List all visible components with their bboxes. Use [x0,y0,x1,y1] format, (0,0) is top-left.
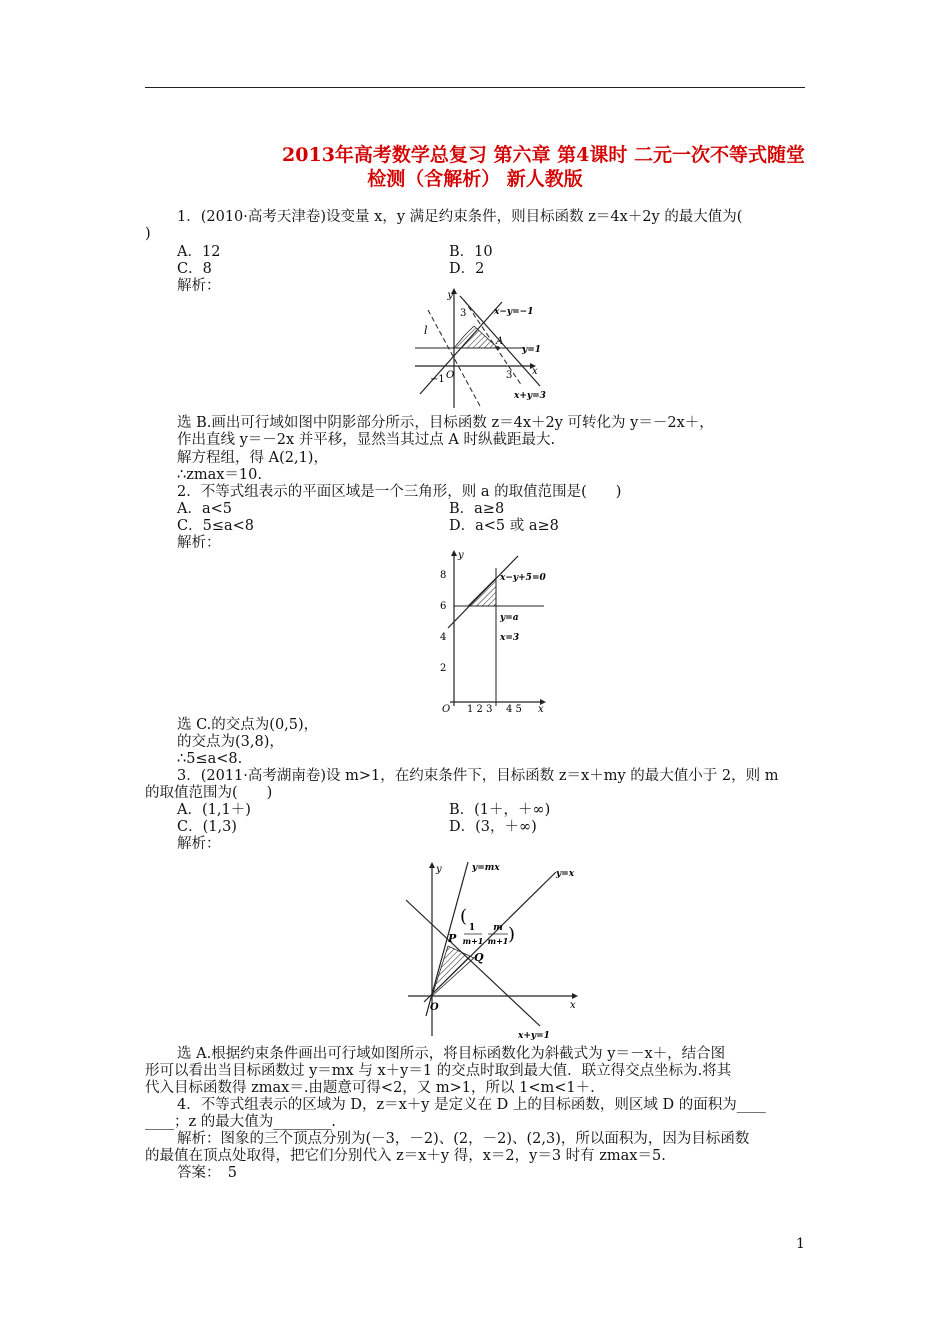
q2-label-line1: x−y+5=0 [500,573,546,583]
header-rule [145,87,805,88]
q3-frac1-den: m+1 [462,936,484,946]
q1-stem: 1．(2010·高考天津卷)设变量 x，y 满足约束条件，则目标函数 z＝4x＋2y 的最大值为( [177,209,743,225]
q3-frac2-num: m [493,923,503,933]
q2-ticks-x-b: 4 5 [506,704,522,714]
q3-x-arrow [572,993,578,999]
q3-label-Q: Q [474,951,484,964]
q2-option-a: A．a<5 [177,501,232,517]
q3-figure [400,850,590,1044]
q3-label-y: y [436,864,442,875]
q4-solution-1: 解析：图象的三个顶点分别为(－3，－2)、(2，－2)、(2,3)，所以面积为，因为目标函数 [177,1131,750,1147]
q2-label-line2: y=a [500,613,519,623]
q3-option-c: C．(1,3) [177,819,237,835]
title-line-1: 2013年高考数学总复习 第六章 第4课时 二元一次不等式随堂 [282,144,805,166]
q1-label-3y: 3 [460,308,467,319]
q3-frac2-den: m+1 [487,936,509,946]
q2-solution-1: 选 C.的交点为(0,5)， [177,717,319,733]
q2-solution-2: 的交点为(3,8)， [177,734,284,750]
q2-tick-y6: 6 [440,601,447,612]
q1-label-line1: x−y=−1 [494,307,534,317]
q4-stem-cont: ____；z 的最大值为________. [145,1114,336,1130]
q1-solution-2: 作出直线 y＝－2x 并平移，显然当其过点 A 时纵截距最大. [177,432,556,448]
q2-figure [438,548,558,714]
q2-ticks-x-a: 1 2 3 [467,704,493,714]
q1-label-line3: x+y=3 [514,391,546,401]
q3-line-x-plus-y [406,900,540,1026]
q3-label-line2: y=x [556,869,575,879]
q2-tick-y4: 4 [440,632,447,643]
q2-label-x: x [538,704,544,714]
title-line-2: 检测（含解析） 新人教版 [367,168,583,190]
q1-figure [410,286,560,412]
q3-label-o: O [430,1002,439,1013]
q1-label-x: x [532,366,538,377]
q2-solution-3: ∴5≤a<8. [177,751,243,767]
q1-analysis-label: 解析： [177,278,221,294]
q3-paren-close: ) [508,924,516,945]
q3-solution-2: 形可以看出当目标函数过 y＝mx 与 x＋y＝1 的交点时取到最大值．联立得交点坐标为.将其 [145,1063,732,1079]
q3-frac1-num: 1 [468,923,476,933]
q3-analysis-label: 解析： [177,836,221,852]
q2-analysis-label: 解析： [177,535,221,551]
page-number: 1 [796,1236,805,1252]
q1-label-3x: 3 [506,370,513,381]
q1-label-neg1: −1 [430,374,445,385]
q2-y-arrow [451,550,457,556]
q2-tick-y8: 8 [440,570,447,581]
q3-option-d: D．(3，＋∞) [449,819,537,835]
q1-option-a: A．12 [177,244,221,260]
q2-option-b: B．a≥8 [449,501,505,517]
q1-option-d: D．2 [449,261,485,277]
q1-label-l: l [424,324,428,337]
q3-solution-1: 选 A.根据约束条件画出可行域如图所示，将目标函数化为斜截式为 y＝－x＋，结合图 [177,1046,726,1062]
q1-option-b: B．10 [449,244,493,260]
q1-label-o: O [446,370,455,381]
q1-solution-4: ∴zmax＝10. [177,467,262,483]
q4-solution-2: 的最值在顶点处取得，把它们分别代入 z＝x＋y 得，x＝2，y＝3 时有 zmax＝5. [145,1148,666,1164]
q4-stem: 4．不等式组表示的区域为 D，z＝x＋y 是定义在 D 上的目标函数，则区域 D 的面积为____ [177,1097,766,1113]
q2-stem: 2．不等式组表示的平面区域是一个三角形，则 a 的取值范围是( ) [177,484,622,500]
q3-stem: 3．(2011·高考湖南卷)设 m>1，在约束条件下，目标函数 z＝x＋my 的最大值小于 2，则 m [177,768,779,784]
q3-solution-3: 代入目标函数得 zmax＝.由题意可得<2，又 m>1，所以 1<m<1＋. [145,1080,595,1096]
q1-label-A: A [496,336,504,347]
q2-label-line3: x=3 [500,633,520,643]
q2-option-d: D．a<5 或 a≥8 [449,518,559,534]
q3-label-x: x [570,1000,576,1011]
q1-label-line2: y=1 [522,345,542,355]
q2-label-y: y [458,550,464,561]
q2-label-o: O [442,704,451,714]
q1-solution-3: 解方程组，得 A(2,1)， [177,450,328,466]
q3-label-line3: x+y=1 [518,1031,550,1041]
q3-y-arrow [429,862,435,868]
q3-label-line1: y=mx [472,863,500,873]
q3-stem-cont: 的取值范围为( ) [145,785,273,801]
q2-option-c: C．5≤a<8 [177,518,254,534]
q1-solution-1: 选 B.画出可行域如图中阴影部分所示，目标函数 z＝4x＋2y 可转化为 y＝－2x＋， [177,415,714,431]
q1-shaded-region [454,326,498,348]
q2-tick-y2: 2 [440,663,447,674]
q1-option-c: C．8 [177,261,212,277]
q1-label-y: y [447,290,453,301]
q4-answer: 答案： 5 [177,1165,237,1181]
q3-option-b: B．(1＋，＋∞) [449,802,551,818]
q3-label-P: P [448,932,457,945]
q3-paren-open: ( [460,906,468,927]
q1-stem-cont: ) [145,226,151,242]
q3-option-a: A．(1,1＋) [177,802,251,818]
